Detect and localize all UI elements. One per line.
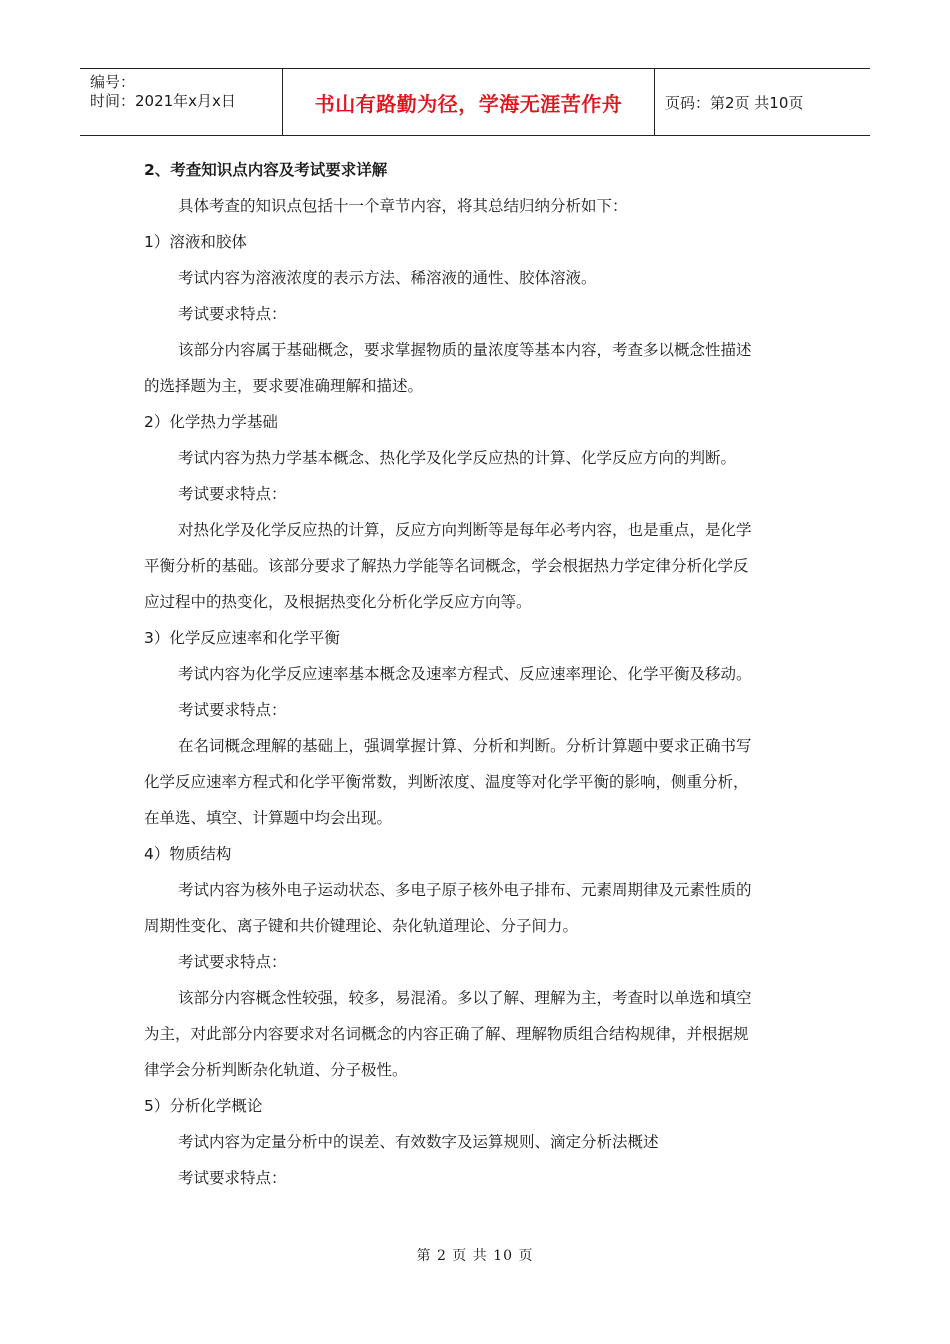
body-text-line: 考试内容为定量分析中的误差、有效数字及运算规则、滴定分析法概述	[178, 1133, 659, 1151]
document-body	[144, 152, 804, 1196]
body-text-line: 平衡分析的基础。该部分要求了解热力学能等名词概念，学会根据热力学定律分析化学反	[144, 557, 749, 575]
header-table	[80, 68, 870, 136]
body-text-line: 考试内容为核外电子运动状态、多电子原子核外电子排布、元素周期律及元素性质的	[178, 881, 752, 899]
subsection-title: 2）化学热力学基础	[144, 413, 278, 431]
subsection-title: 5）分析化学概论	[144, 1097, 263, 1115]
subsection-title: 3）化学反应速率和化学平衡	[144, 629, 340, 647]
body-text-line: 对热化学及化学反应热的计算，反应方向判断等是每年必考内容，也是重点，是化学	[178, 521, 752, 539]
body-text-line: 考试内容为化学反应速率基本概念及速率方程式、反应速率理论、化学平衡及移动。	[178, 665, 752, 683]
body-text-line: 律学会分析判断杂化轨道、分子极性。	[144, 1061, 408, 1079]
body-text-line: 考试要求特点：	[178, 485, 287, 503]
header-left-cell	[80, 69, 282, 135]
body-text-line: 为主，对此部分内容要求对名词概念的内容正确了解、理解物质组合结构规律，并根据规	[144, 1025, 749, 1043]
body-text-line: 周期性变化、离子键和共价键理论、杂化轨道理论、分子间力。	[144, 917, 579, 935]
subsection-title: 1）溶液和胶体	[144, 233, 247, 251]
body-text-line: 应过程中的热变化，及根据热变化分析化学反应方向等。	[144, 593, 532, 611]
body-text-line: 在单选、填空、计算题中均会出现。	[144, 809, 393, 827]
body-text-line: 考试内容为溶液浓度的表示方法、稀溶液的通性、胶体溶液。	[178, 269, 597, 287]
section-heading: 2、考查知识点内容及考试要求详解	[144, 161, 388, 179]
body-text-line: 考试内容为热力学基本概念、热化学及化学反应热的计算、化学反应方向的判断。	[178, 449, 737, 467]
body-text-line: 的选择题为主，要求要准确理解和描述。	[144, 377, 424, 395]
body-text-line: 考试要求特点：	[178, 953, 287, 971]
header-motto: 书山有路勤为径，学海无涯苦作舟	[282, 69, 655, 135]
subsection-title: 4）物质结构	[144, 845, 232, 863]
document-number-label: 编号：	[90, 73, 136, 91]
body-text-line: 该部分内容概念性较强，较多，易混淆。多以了解、理解为主，考查时以单选和填空	[178, 989, 752, 1007]
body-text-line: 在名词概念理解的基础上，强调掌握计算、分析和判断。分析计算题中要求正确书写	[178, 737, 752, 755]
body-text-line: 化学反应速率方程式和化学平衡常数，判断浓度、温度等对化学平衡的影响，侧重分析，	[144, 773, 749, 791]
body-text-line: 该部分内容属于基础概念，要求掌握物质的量浓度等基本内容，考查多以概念性描述	[178, 341, 752, 359]
body-text-line: 考试要求特点：	[178, 305, 287, 323]
body-text-line: 考试要求特点：	[178, 701, 287, 719]
document-time-label: 时间：2021年x月x日	[90, 92, 236, 110]
body-text-line: 考试要求特点：	[178, 1169, 287, 1187]
body-text-line: 具体考查的知识点包括十一个章节内容，将其总结归纳分析如下：	[178, 197, 628, 215]
header-page-info: 页码：第2页 共10页	[665, 93, 804, 112]
page-footer: 第 2 页 共 10 页	[416, 1248, 534, 1264]
